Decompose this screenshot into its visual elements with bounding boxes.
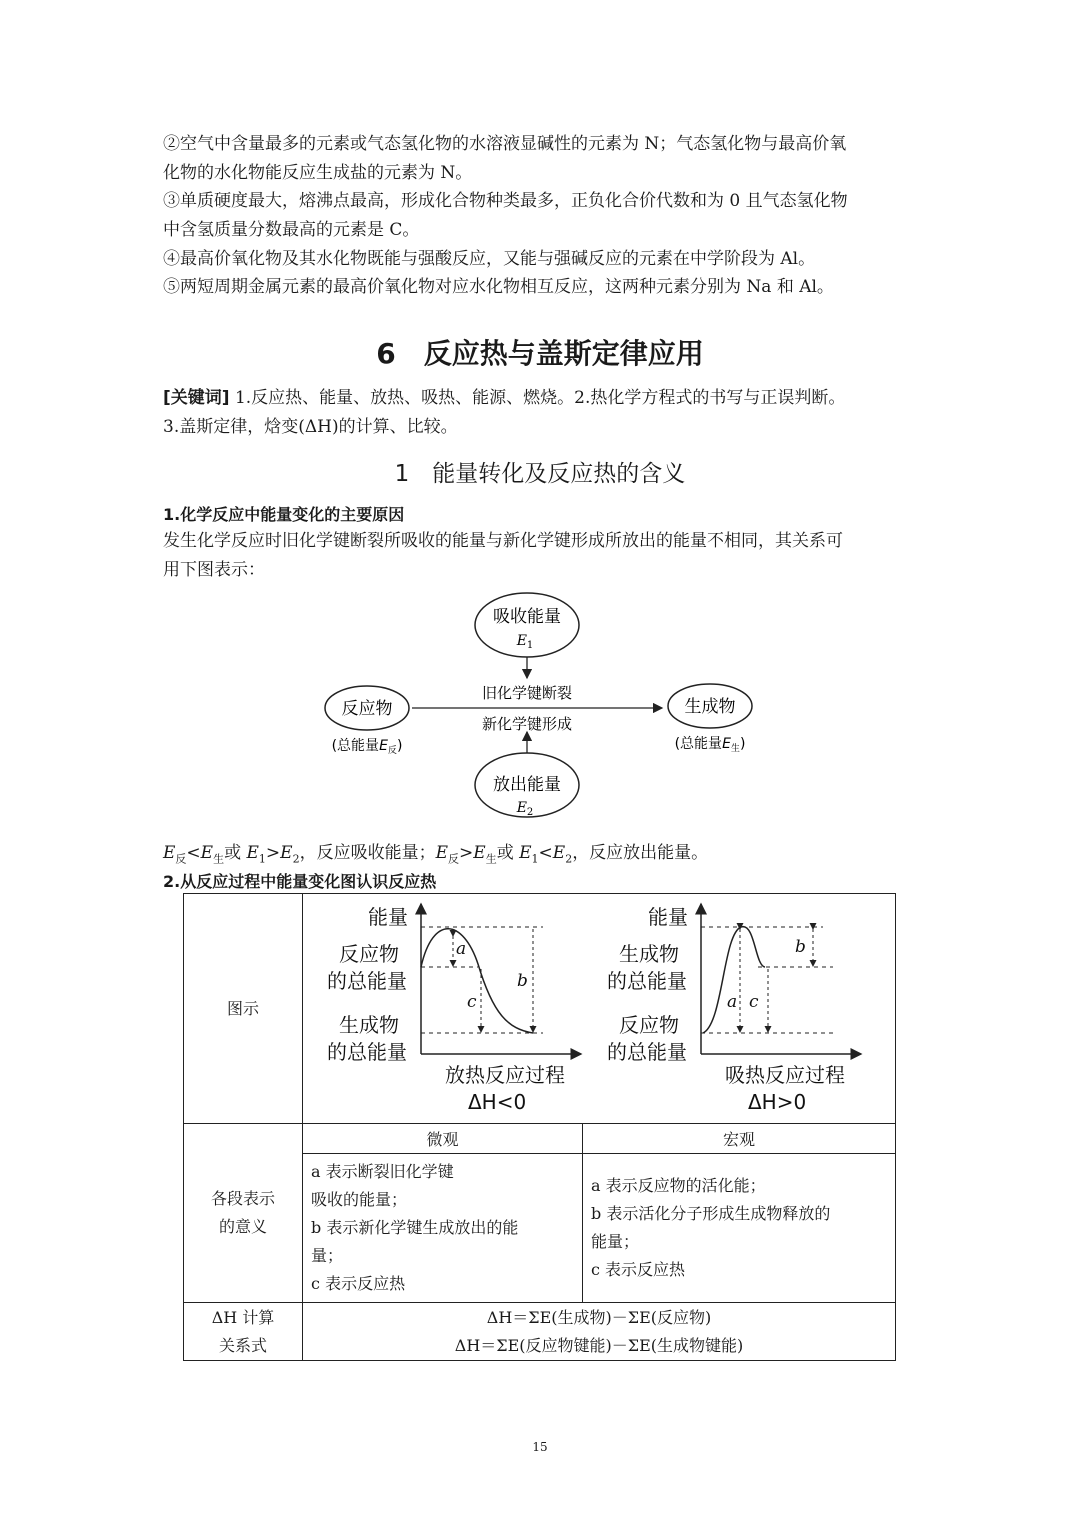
formula-1: ΔH＝ΣE(生成物)－ΣE(反应物) bbox=[486, 1307, 712, 1327]
keywords-line2: 3.盖斯定律，焓变(ΔH)的计算、比较。 bbox=[163, 417, 458, 437]
item-4: ④最高价氧化物及其水化物既能与强酸反应，又能与强碱反应的元素在中学阶段为 Al。 bbox=[163, 249, 816, 269]
left-xlabel: 放热反应过程 bbox=[445, 1063, 566, 1087]
right-label-a: a bbox=[727, 992, 738, 1012]
q2-heading: 2.从反应过程中能量变化图认识反应热 bbox=[163, 872, 437, 891]
macro-line-4: c 表示反应热 bbox=[591, 1260, 686, 1279]
break-bonds-label: 旧化学键断裂 bbox=[481, 684, 573, 702]
right-label-c: c bbox=[749, 992, 759, 1012]
left-label-a: a bbox=[456, 939, 467, 959]
left-label-b: b bbox=[517, 971, 528, 991]
table-row-formula bbox=[184, 1303, 896, 1361]
item-5: ⑤两短周期金属元素的最高价氧化物对应水化物相互反应，这两种元素分别为 Na 和 Al。 bbox=[163, 277, 834, 297]
row3-label-2: 关系式 bbox=[219, 1335, 268, 1355]
left-label-c: c bbox=[467, 992, 477, 1012]
left-lower-2: 的总能量 bbox=[327, 1040, 408, 1064]
micro-line-5: c 表示反应热 bbox=[311, 1274, 406, 1293]
item-2-line2: 化物的水化物能反应生成盐的元素为 N。 bbox=[163, 163, 473, 183]
row2-label bbox=[184, 1124, 303, 1303]
micro-line-2: 吸收的能量； bbox=[311, 1190, 408, 1209]
section-title: 6 反应热与盖斯定律应用 bbox=[376, 337, 704, 370]
absorb-energy-label: 吸收能量 bbox=[493, 607, 561, 627]
micro-line-1: a 表示断裂旧化学键 bbox=[311, 1162, 454, 1181]
reactant-total-label: (总能量$E_反$) bbox=[331, 738, 403, 756]
reactant-label: 反应物 bbox=[341, 699, 393, 719]
e1-label: $E_1$ bbox=[516, 633, 534, 651]
keywords-text-1: 1.反应热、能量、放热、吸热、能源、燃烧。2.热化学方程式的书写与正误判断。 bbox=[234, 388, 846, 408]
micro-cell bbox=[303, 1154, 583, 1303]
macro-header: 宏观 bbox=[583, 1124, 896, 1154]
left-dh: ΔH<0 bbox=[468, 1090, 527, 1114]
form-bonds-label: 新化学键形成 bbox=[481, 715, 573, 733]
row2-label-2: 的意义 bbox=[219, 1217, 268, 1236]
formula-cell bbox=[303, 1303, 896, 1361]
macro-line-2: b 表示活化分子形成生成物释放的 bbox=[591, 1204, 831, 1223]
right-lower-1: 反应物 bbox=[619, 1013, 680, 1037]
q1-heading: 1.化学反应中能量变化的主要原因 bbox=[163, 505, 405, 524]
item-2-line1: ②空气中含量最多的元素或气态氢化物的水溶液显碱性的元素为 N；气态氢化物与最高价氧 bbox=[163, 134, 847, 154]
right-xlabel: 吸热反应过程 bbox=[725, 1063, 846, 1087]
table-row-header bbox=[184, 1124, 896, 1154]
row1-label: 图示 bbox=[184, 894, 303, 1124]
right-upper-2: 的总能量 bbox=[607, 969, 688, 993]
energy-graphs-cell bbox=[303, 894, 896, 1124]
item-3-line1: ③单质硬度最大，熔沸点最高，形成化合物种类最多，正负化合价代数和为 0 且气态氢化物 bbox=[163, 191, 848, 211]
page-number: 15 bbox=[532, 1440, 548, 1454]
table-row-diagram bbox=[184, 894, 896, 1124]
micro-header: 微观 bbox=[303, 1124, 583, 1154]
subsection-title: 1 能量转化及反应热的含义 bbox=[394, 461, 686, 487]
q1-text-1: 发生化学反应时旧化学键断裂所吸收的能量与新化学键形成所放出的能量不相同，其关系可 bbox=[163, 531, 843, 551]
row2-label-1: 各段表示 bbox=[211, 1189, 276, 1208]
formula-2: ΔH＝ΣE(反应物键能)－ΣE(生成物键能) bbox=[454, 1335, 744, 1355]
right-ylabel: 能量 bbox=[648, 905, 689, 929]
micro-line-4: 量； bbox=[311, 1246, 344, 1265]
row3-label-1: ΔH 计算 bbox=[211, 1307, 275, 1327]
endothermic-graph bbox=[607, 904, 861, 1114]
macro-cell bbox=[583, 1154, 896, 1303]
energy-graphs bbox=[303, 894, 893, 1119]
right-upper-1: 生成物 bbox=[619, 942, 680, 966]
right-lower-2: 的总能量 bbox=[607, 1040, 688, 1064]
exothermic-graph bbox=[327, 904, 581, 1114]
energy-comparison: $E_反<E_生$或 $E_1>E_2$，反应吸收能量；$E_反>E_生$或 $E_1<E_2$，反应放出能量。 bbox=[163, 843, 709, 866]
energy-change-diagram bbox=[300, 590, 780, 830]
left-upper-2: 的总能量 bbox=[327, 969, 408, 993]
micro-line-3: b 表示新化学键生成放出的能 bbox=[311, 1218, 519, 1237]
item-3-line2: 中含氢质量分数最高的元素是 C。 bbox=[163, 220, 420, 240]
row3-label bbox=[184, 1303, 303, 1361]
e2-label: $E_2$ bbox=[516, 800, 534, 818]
left-ylabel: 能量 bbox=[368, 905, 409, 929]
keywords-label: [关键词] bbox=[163, 388, 230, 408]
right-energy-curve bbox=[703, 927, 765, 1033]
q1-text-2: 用下图表示： bbox=[163, 560, 265, 580]
keywords-line1 bbox=[163, 384, 923, 413]
left-upper-1: 反应物 bbox=[339, 942, 400, 966]
product-total-label: (总能量$E_生$) bbox=[674, 736, 746, 754]
right-label-b: b bbox=[795, 937, 806, 957]
right-dh: ΔH>0 bbox=[748, 1090, 807, 1114]
left-lower-1: 生成物 bbox=[339, 1013, 400, 1037]
macro-line-1: a 表示反应物的活化能； bbox=[591, 1176, 766, 1195]
reaction-heat-table bbox=[183, 893, 896, 1361]
macro-line-3: 能量； bbox=[591, 1232, 640, 1251]
release-energy-label: 放出能量 bbox=[493, 775, 561, 795]
product-label: 生成物 bbox=[684, 697, 736, 717]
